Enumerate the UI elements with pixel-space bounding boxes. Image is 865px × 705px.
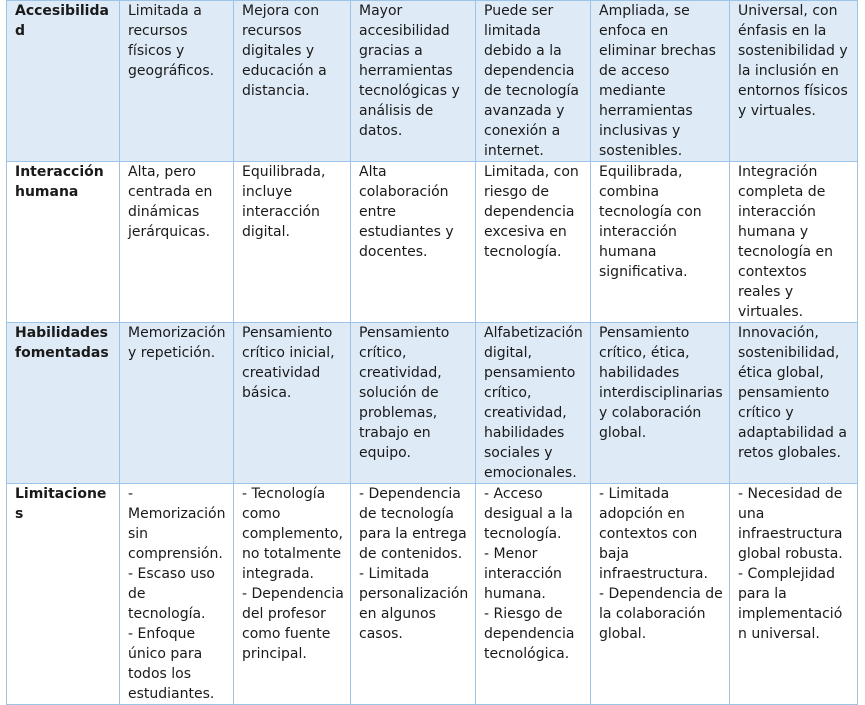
table-cell [120, 484, 234, 705]
table-cell: Pensamiento crítico, ética, habilidades interdisciplinarias y colaboración global. [591, 323, 730, 484]
cell-line: - Complejidad para la implementación universal. [738, 566, 843, 642]
cell-line: - Acceso desigual a la tecnología. [484, 486, 573, 542]
cell-line: - Dependencia de la colaboración global. [599, 586, 723, 642]
table-cell: Alfabetización digital, pensamiento crítico, creatividad, habilidades sociales y emocionales. [476, 323, 591, 484]
cell-line: - Menor interacción humana. [484, 546, 562, 602]
cell-line: - Necesidad de una infraestructura global robusta. [738, 486, 843, 562]
table-cell: Ampliada, se enfoca en eliminar brechas de acceso mediante herramientas inclusivas y sostenibles. [591, 1, 730, 162]
table-cell: Equilibrada, incluye interacción digital. [234, 162, 351, 323]
table-row-interaccion-humana [7, 162, 858, 323]
table-cell: Pensamiento crítico, creatividad, solución de problemas, trabajo en equipo. [351, 323, 476, 484]
table-row-limitaciones [7, 484, 858, 705]
cell-line: - Limitada adopción en contextos con baja infraestructura. [599, 486, 708, 582]
table-cell: Alta, pero centrada en dinámicas jerárquicas. [120, 162, 234, 323]
cell-line: - Enfoque único para todos los estudiantes. [128, 626, 215, 702]
table-cell: Mayor accesibilidad gracias a herramientas tecnológicas y análisis de datos. [351, 1, 476, 162]
cell-line: - Dependencia del profesor como fuente principal. [242, 586, 344, 662]
table-row-accesibilidad [7, 1, 858, 162]
table-cell: Integración completa de interacción humana y tecnología en contextos reales y virtuales. [730, 162, 858, 323]
table-cell: Pensamiento crítico inicial, creatividad básica. [234, 323, 351, 484]
cell-line: - Tecnología como complemento, no totalmente integrada. [242, 486, 343, 582]
row-header: Interacción humana [7, 162, 120, 323]
cell-line: - Limitada personalización en algunos casos. [359, 566, 469, 642]
table-cell: Innovación, sostenibilidad, ética global, pensamiento crítico y adaptabilidad a retos globales. [730, 323, 858, 484]
table-cell: Limitada a recursos físicos y geográficos. [120, 1, 234, 162]
row-header: Limitaciones [7, 484, 120, 705]
table-cell: Puede ser limitada debido a la dependencia de tecnología avanzada y conexión a internet. [476, 1, 591, 162]
table-cell [351, 484, 476, 705]
table-cell: Alta colaboración entre estudiantes y docentes. [351, 162, 476, 323]
table-cell [730, 484, 858, 705]
cell-line: - Riesgo de dependencia tecnológica. [484, 606, 575, 662]
table-cell: Mejora con recursos digitales y educación a distancia. [234, 1, 351, 162]
row-header: Accesibilidad [7, 1, 120, 162]
comparison-table [6, 0, 858, 705]
row-header: Habilidades fomentadas [7, 323, 120, 484]
table-cell: Universal, con énfasis en la sostenibilidad y la inclusión en entornos físicos y virtuales. [730, 1, 858, 162]
cell-line: - Dependencia de tecnología para la entrega de contenidos. [359, 486, 467, 562]
table-cell [476, 484, 591, 705]
table-cell: Equilibrada, combina tecnología con interacción humana significativa. [591, 162, 730, 323]
table-cell: Limitada, con riesgo de dependencia excesiva en tecnología. [476, 162, 591, 323]
table-cell: Memorización y repetición. [120, 323, 234, 484]
table-row-habilidades-fomentadas [7, 323, 858, 484]
table-cell [234, 484, 351, 705]
table-cell [591, 484, 730, 705]
cell-line: - Memorización sin comprensión. [128, 486, 226, 562]
cell-line: - Escaso uso de tecnología. [128, 566, 215, 622]
